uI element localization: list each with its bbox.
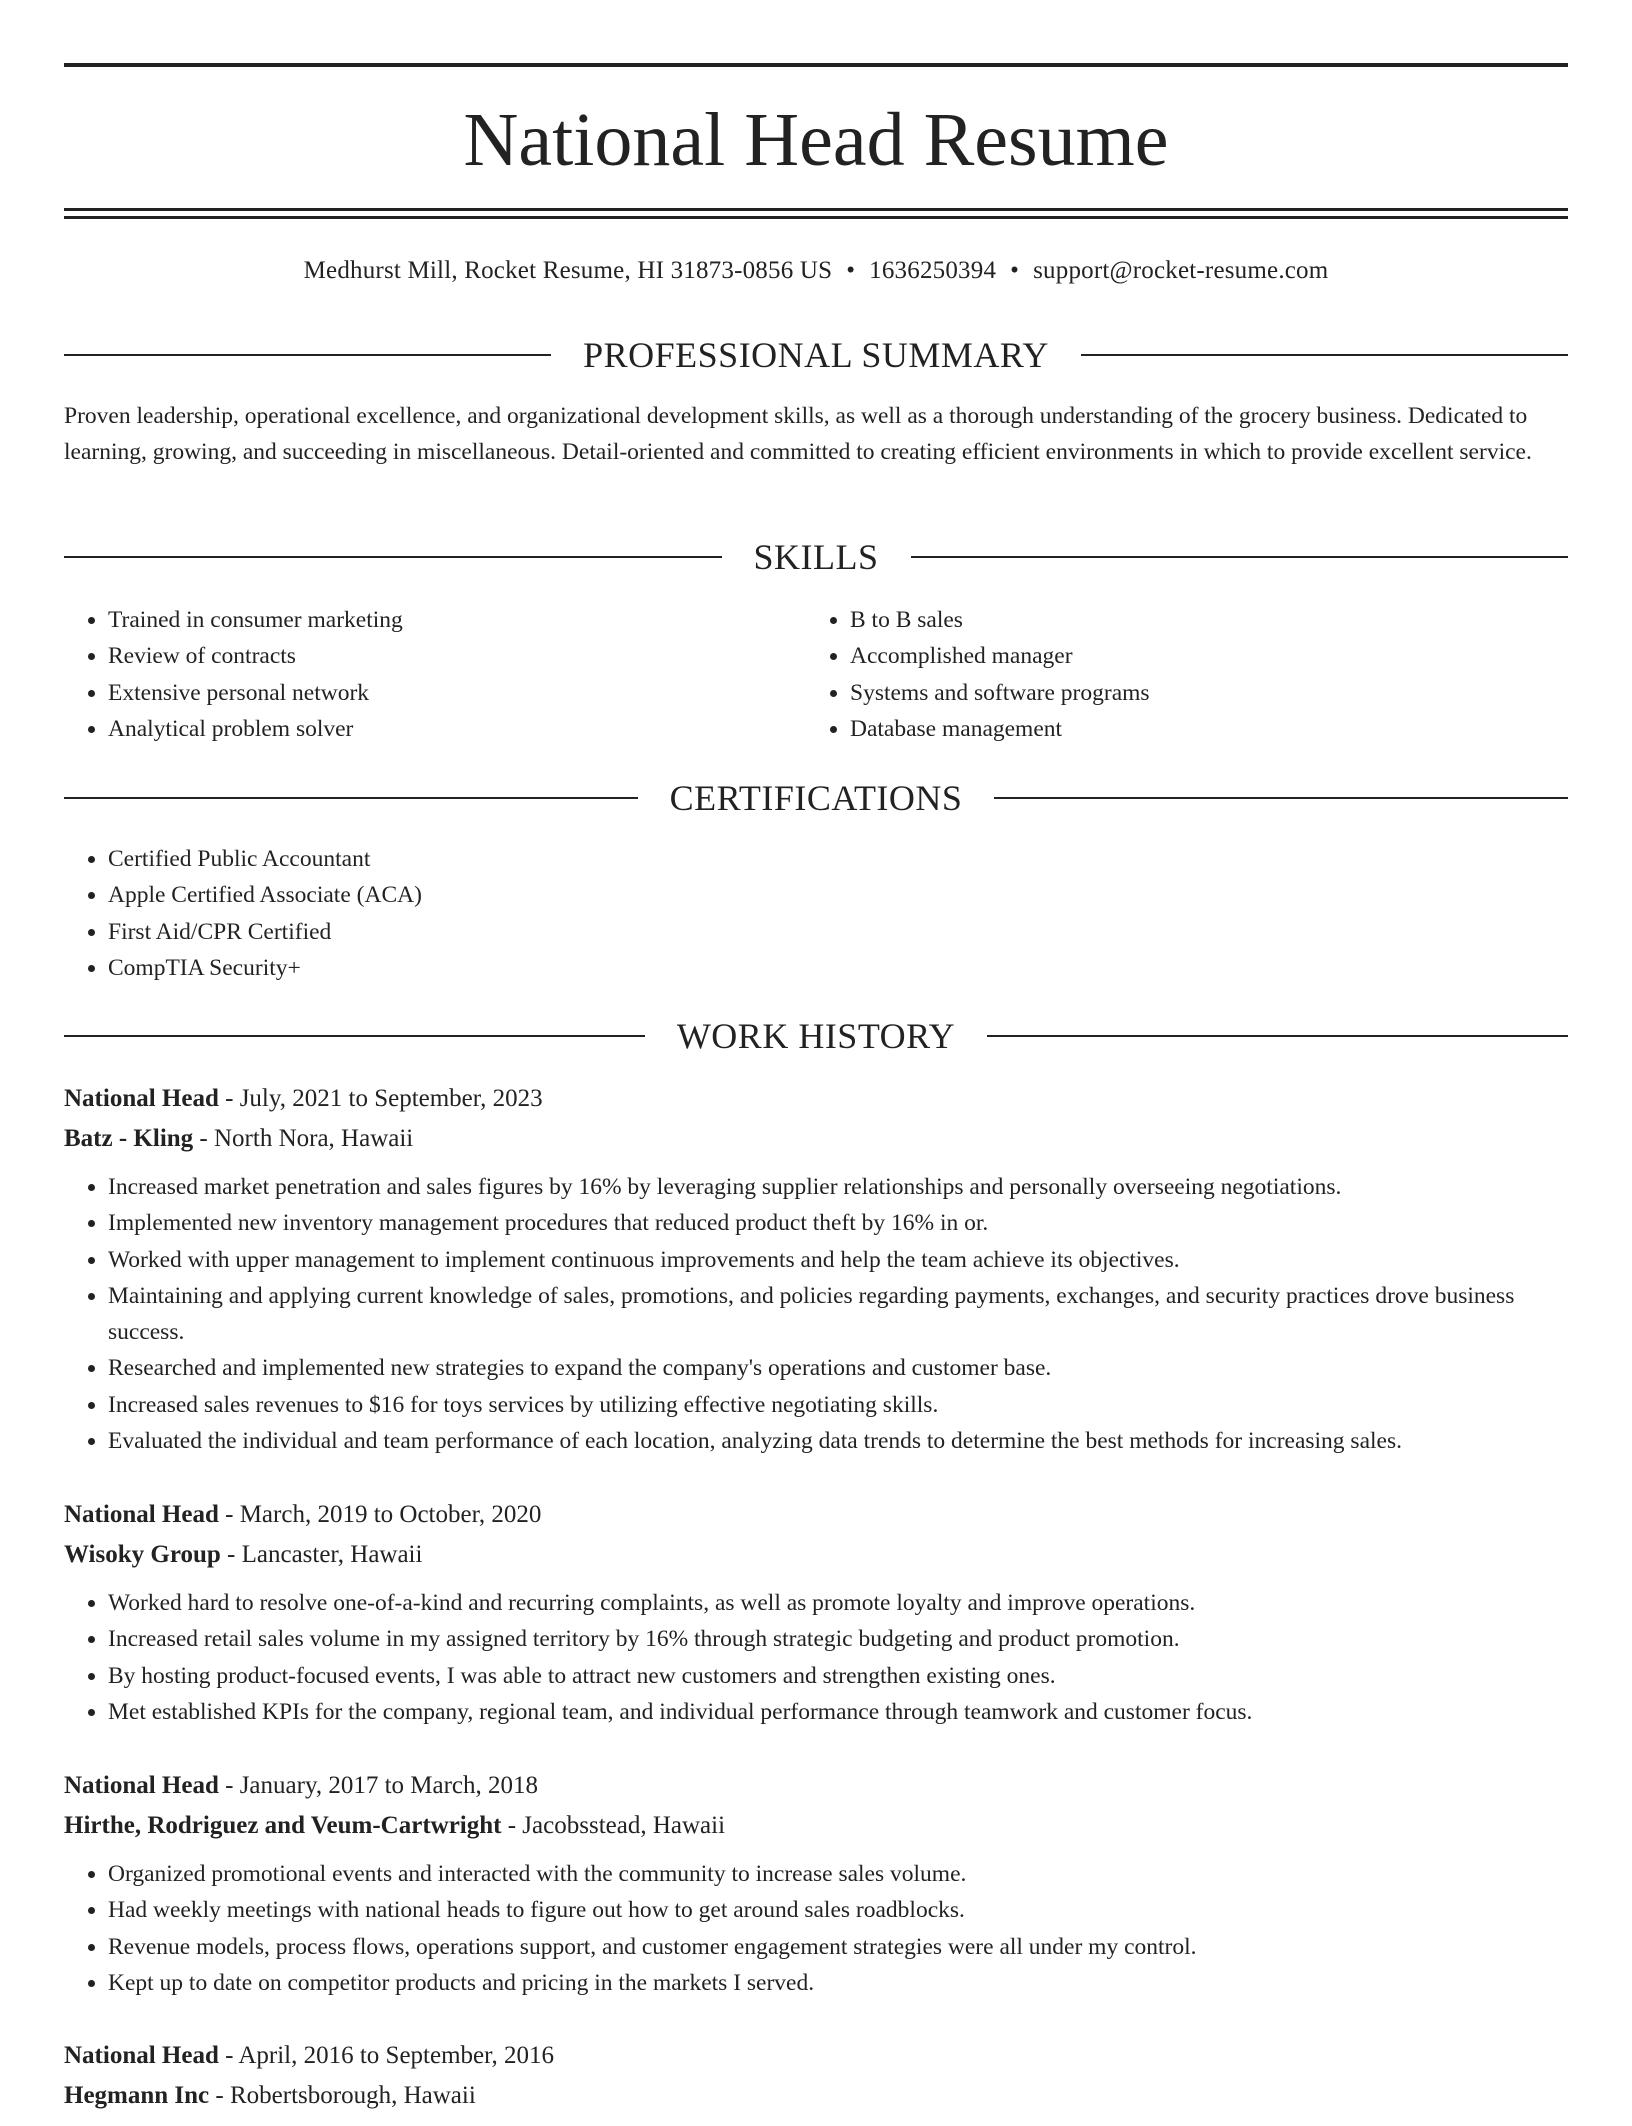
skills-column-left — [64, 602, 764, 747]
heading-rule — [994, 797, 1568, 799]
certification-item: • Apple Certified Associate (ACA) — [108, 877, 864, 913]
job-entry — [64, 1766, 1568, 2001]
heading-rule — [64, 1035, 645, 1037]
job-title-line — [64, 1495, 1568, 1535]
job-title: National Head — [64, 1772, 219, 1799]
section-title: SKILLS — [753, 537, 879, 577]
job-company-line — [64, 1119, 1568, 1159]
job-entry — [64, 2036, 1568, 2126]
section-heading-certifications — [64, 776, 1568, 820]
job-company: Hirthe, Rodriguez and Veum-Cartwright — [64, 1812, 502, 1839]
job-title: National Head — [64, 1085, 219, 1112]
job-company: Wisoky Group — [64, 1541, 221, 1568]
heading-rule — [64, 354, 551, 356]
title-double-rule — [64, 208, 1568, 219]
certification-item: • Certified Public Accountant — [108, 841, 864, 877]
job-company-line — [64, 1806, 1568, 1846]
skills-list-left — [64, 602, 764, 747]
job-bullet-item: • Maintaining and applying current knowledge of sales, promotions, and policies regarding payments, exchanges, and security practices drove business success. — [108, 1278, 1568, 1351]
job-dates: - March, 2019 to October, 2020 — [218, 1501, 542, 1528]
job-company-line — [64, 2076, 1568, 2116]
job-title: National Head — [64, 1501, 219, 1528]
job-location: - Robertsborough, Hawaii — [209, 2082, 476, 2109]
section-heading-summary — [64, 333, 1568, 377]
job-dates: - July, 2021 to September, 2023 — [218, 1085, 543, 1112]
job-bullet-item: • Increased retail sales volume in my assigned territory by 16% through strategic budgeting and product promotion. — [108, 1621, 1568, 1657]
heading-rule — [64, 556, 722, 558]
job-title-line — [64, 2036, 1568, 2076]
contact-separator: • — [846, 257, 856, 284]
skill-item: • Extensive personal network — [108, 675, 764, 711]
skill-item: • Review of contracts — [108, 638, 764, 674]
contact-line — [64, 254, 1568, 288]
section-heading-work-history — [64, 1014, 1568, 1058]
job-location: - Lancaster, Hawaii — [220, 1541, 423, 1568]
certifications-list — [64, 841, 864, 986]
contact-separator: • — [1010, 257, 1020, 284]
skill-item: • Trained in consumer marketing — [108, 602, 764, 638]
skill-item: • B to B sales — [850, 602, 1506, 638]
skill-item: • Analytical problem solver — [108, 711, 764, 747]
job-company: Batz - Kling — [64, 1125, 194, 1152]
job-bullet-item: • Worked with upper management to implement continuous improvements and help the team achieve its objectives. — [108, 1242, 1568, 1278]
job-bullet-item: • Increased sales revenues to $16 for toys services by utilizing effective negotiating skills. — [108, 1387, 1568, 1423]
job-bullet-item: • By hosting product-focused events, I was able to attract new customers and strengthen existing ones. — [108, 1658, 1568, 1694]
job-dates: - January, 2017 to March, 2018 — [218, 1772, 539, 1799]
section-title: WORK HISTORY — [676, 1016, 956, 1056]
job-bullet-item: • Evaluated the individual and team performance of each location, analyzing data trends to determine the best methods for increasing sales. — [108, 1423, 1568, 1459]
job-bullet-item: • Researched and implemented new strategies to expand the company's operations and customer base. — [108, 1350, 1568, 1386]
skill-item: • Accomplished manager — [850, 638, 1506, 674]
heading-rule — [1081, 354, 1568, 356]
heading-rule — [987, 1035, 1568, 1037]
job-bullet-item: • Implemented new inventory management procedures that reduced product theft by 16% in or. — [108, 1205, 1568, 1241]
skills-list-right — [806, 602, 1506, 747]
job-entry — [64, 1079, 1568, 1459]
section-title: PROFESSIONAL SUMMARY — [583, 335, 1049, 375]
job-bullet-item: • Met established KPIs for the company, regional team, and individual performance through teamwork and customer focus. — [108, 1694, 1568, 1730]
job-bullets — [64, 1856, 1568, 2001]
job-bullets — [64, 1585, 1568, 1730]
job-bullet-item: • Had weekly meetings with national heads to figure out how to get around sales roadblocks. — [108, 1892, 1568, 1928]
section-title: CERTIFICATIONS — [669, 778, 963, 818]
skills-column-right — [806, 602, 1506, 747]
skill-item: • Database management — [850, 711, 1506, 747]
contact-phone: 1636250394 — [869, 257, 997, 284]
job-company: Hegmann Inc — [64, 2082, 210, 2109]
heading-rule — [911, 556, 1569, 558]
contact-email[interactable]: support@rocket-resume.com — [1033, 257, 1329, 284]
job-bullet-item: • Organized promotional events and interacted with the community to increase sales volume. — [108, 1856, 1568, 1892]
job-dates: - April, 2016 to September, 2016 — [218, 2042, 554, 2069]
certifications-block — [64, 841, 864, 986]
job-bullet-item: • Worked hard to resolve one-of-a-kind and recurring complaints, as well as promote loyalty and improve operations. — [108, 1585, 1568, 1621]
job-title: National Head — [64, 2042, 219, 2069]
contact-address: Medhurst Mill, Rocket Resume, HI 31873-0856 US — [303, 257, 833, 284]
resume-title: National Head Resume — [463, 98, 1169, 182]
summary-text: Proven leadership, operational excellence, and organizational development skills, as well as a thorough understanding of the grocery business. Dedicated to learning, growing, and succeeding in miscellaneous. Detail-oriented and committed to creating efficient environments in which to provide excellent service. — [64, 403, 1532, 465]
job-title-line — [64, 1079, 1568, 1119]
job-entry — [64, 1495, 1568, 1730]
job-bullet-item: • Revenue models, process flows, operations support, and customer engagement strategies were all under my control. — [108, 1929, 1568, 1965]
job-location: - Jacobsstead, Hawaii — [501, 1812, 726, 1839]
job-location: - North Nora, Hawaii — [193, 1125, 414, 1152]
section-heading-skills — [64, 535, 1568, 579]
job-title-line — [64, 1766, 1568, 1806]
job-company-line — [64, 1535, 1568, 1575]
skill-item: • Systems and software programs — [850, 675, 1506, 711]
certification-item: • First Aid/CPR Certified — [108, 914, 864, 950]
certification-item: • CompTIA Security+ — [108, 950, 864, 986]
job-bullets — [64, 1169, 1568, 1459]
job-bullet-item: • Kept up to date on competitor products and pricing in the markets I served. — [108, 1965, 1568, 2001]
top-rule — [64, 63, 1568, 67]
job-bullet-item: • Increased market penetration and sales figures by 16% by leveraging supplier relationships and personally overseeing negotiations. — [108, 1169, 1568, 1205]
heading-rule — [64, 797, 638, 799]
